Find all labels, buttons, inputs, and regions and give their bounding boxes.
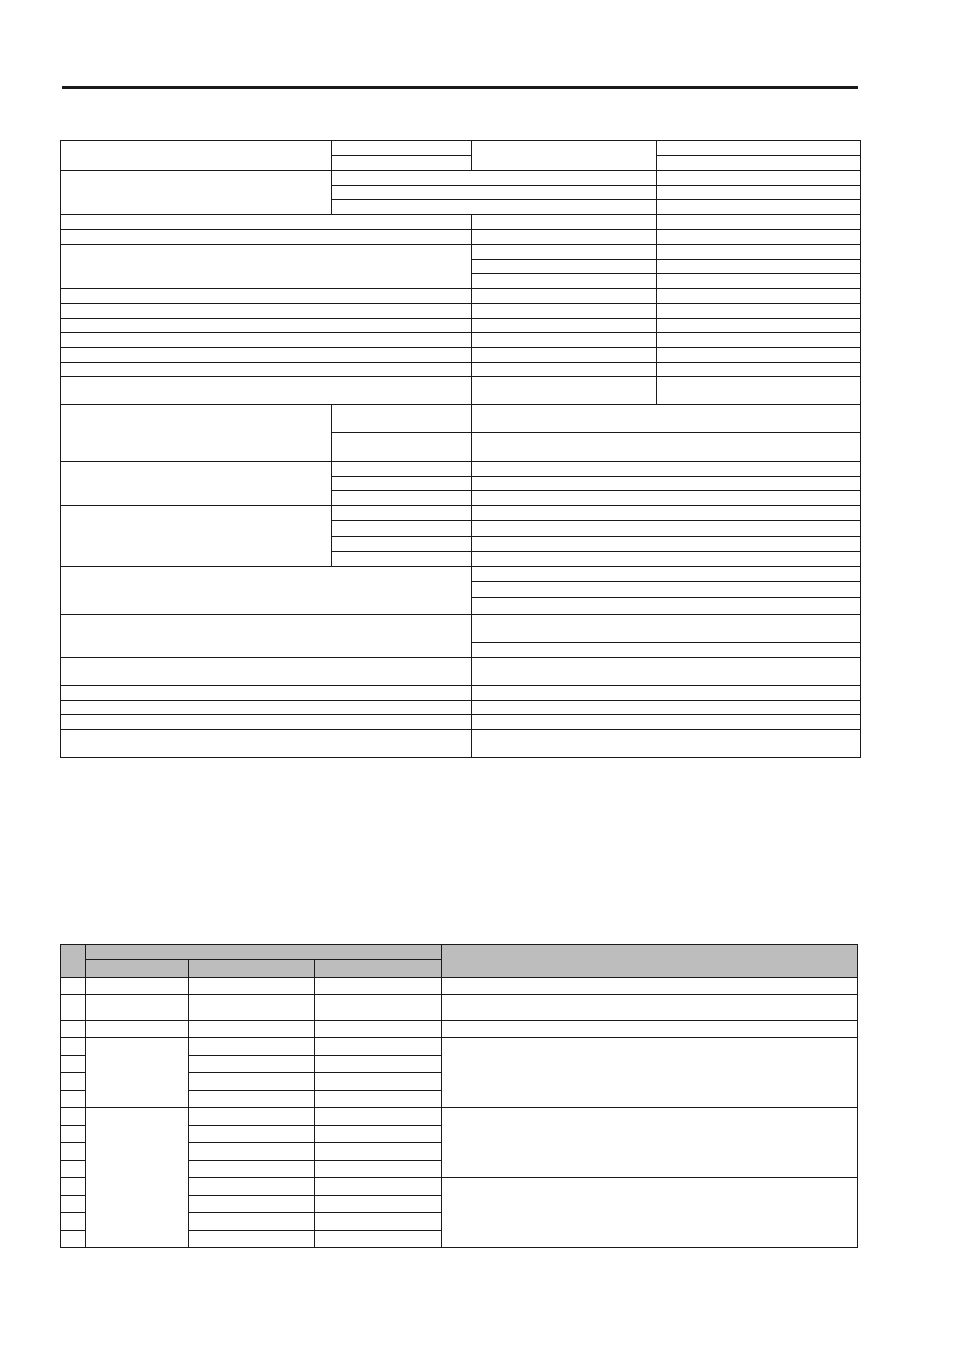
spec-cell: [332, 186, 657, 200]
spec-cell: [61, 363, 472, 377]
code-cell: [189, 1073, 315, 1091]
code-cell: [86, 1038, 189, 1108]
code-table: [60, 944, 858, 1248]
spec-cell: [61, 215, 472, 230]
code-cell: [86, 995, 189, 1021]
code-cell: [189, 1021, 315, 1038]
spec-cell: [657, 171, 861, 186]
spec-cell: [61, 171, 332, 215]
spec-cell: [332, 552, 472, 567]
code-cell: [86, 1021, 189, 1038]
spec-cell: [472, 701, 861, 715]
code-cell: [315, 1126, 442, 1143]
spec-cell: [657, 377, 861, 405]
spec-cell: [657, 245, 861, 260]
header-col1-cell: [86, 960, 189, 978]
spec-cell: [657, 141, 861, 156]
spec-cell: [472, 615, 861, 643]
code-cell: [61, 1213, 86, 1231]
spec-cell: [332, 521, 472, 537]
spec-cell: [657, 319, 861, 333]
spec-cell: [61, 230, 472, 245]
spec-cell: [472, 506, 861, 521]
code-cell: [315, 1196, 442, 1213]
spec-cell: [472, 598, 861, 615]
code-cell: [189, 1213, 315, 1231]
spec-cell: [332, 141, 472, 156]
spec-cell: [657, 363, 861, 377]
code-cell: [315, 1038, 442, 1056]
spec-cell: [657, 289, 861, 304]
spec-cell: [61, 615, 472, 658]
spec-cell: [332, 537, 472, 552]
code-cell: [61, 1108, 86, 1126]
spec-cell: [332, 462, 472, 477]
spec-cell: [61, 405, 332, 462]
code-cell: [61, 1143, 86, 1161]
code-cell: [61, 1231, 86, 1248]
spec-cell: [332, 200, 657, 215]
spec-cell: [472, 245, 657, 260]
code-cell: [61, 1178, 86, 1196]
code-cell: [442, 1038, 858, 1108]
code-cell: [315, 1073, 442, 1091]
header-rule: [62, 86, 858, 89]
spec-cell: [332, 477, 472, 491]
code-cell: [61, 1126, 86, 1143]
spec-cell: [472, 363, 657, 377]
code-cell: [61, 1056, 86, 1073]
spec-cell: [472, 477, 861, 491]
spec-cell: [472, 582, 861, 598]
code-cell: [189, 1091, 315, 1108]
spec-cell: [61, 333, 472, 348]
code-cell: [315, 1091, 442, 1108]
spec-cell: [472, 230, 657, 245]
code-cell: [61, 1021, 86, 1038]
code-cell: [189, 1126, 315, 1143]
spec-cell: [657, 200, 861, 215]
spec-cell: [657, 260, 861, 274]
spec-cell: [472, 333, 657, 348]
spec-cell: [61, 462, 332, 506]
spec-cell: [657, 215, 861, 230]
spec-cell: [332, 405, 472, 433]
header-no-cell: [61, 945, 86, 978]
header-col3-cell: [315, 960, 442, 978]
spec-cell: [472, 433, 861, 462]
code-cell: [61, 995, 86, 1021]
spec-cell: [472, 730, 861, 758]
spec-cell: [472, 274, 657, 289]
spec-cell: [472, 348, 657, 363]
code-cell: [189, 1143, 315, 1161]
code-cell: [315, 995, 442, 1021]
spec-cell: [472, 658, 861, 686]
code-cell: [315, 1231, 442, 1248]
spec-cell: [61, 567, 472, 615]
code-cell: [442, 1021, 858, 1038]
spec-cell: [332, 156, 472, 171]
spec-cell: [657, 304, 861, 319]
code-cell: [189, 995, 315, 1021]
code-cell: [61, 978, 86, 995]
code-cell: [315, 1021, 442, 1038]
code-cell: [61, 1091, 86, 1108]
code-cell: [61, 1161, 86, 1178]
spec-cell: [61, 304, 472, 319]
spec-cell: [61, 245, 472, 289]
spec-cell: [472, 304, 657, 319]
spec-cell: [472, 462, 861, 477]
spec-cell: [61, 658, 472, 686]
spec-cell: [61, 348, 472, 363]
code-cell: [315, 1143, 442, 1161]
spec-cell: [332, 506, 472, 521]
spec-cell: [472, 377, 657, 405]
spec-cell: [657, 348, 861, 363]
spec-cell: [472, 643, 861, 658]
spec-cell: [472, 491, 861, 506]
spec-cell: [657, 156, 861, 171]
specification-table: [60, 140, 861, 758]
spec-cell: [657, 186, 861, 200]
code-cell: [189, 1108, 315, 1126]
spec-cell: [657, 333, 861, 348]
spec-cell: [61, 377, 472, 405]
spec-cell: [332, 171, 657, 186]
spec-cell: [472, 215, 657, 230]
spec-cell: [472, 405, 861, 433]
spec-cell: [61, 506, 332, 567]
code-cell: [315, 1056, 442, 1073]
code-cell: [189, 1161, 315, 1178]
spec-cell: [472, 686, 861, 701]
spec-cell: [472, 521, 861, 537]
spec-cell: [472, 289, 657, 304]
header-group-cell: [86, 945, 442, 960]
code-cell: [189, 1196, 315, 1213]
code-cell: [86, 1108, 189, 1248]
code-cell: [189, 978, 315, 995]
code-cell: [86, 978, 189, 995]
header-col2-cell: [189, 960, 315, 978]
spec-cell: [657, 274, 861, 289]
code-cell: [442, 978, 858, 995]
spec-cell: [332, 491, 472, 506]
spec-cell: [61, 141, 332, 171]
spec-cell: [472, 141, 657, 171]
spec-cell: [61, 686, 472, 701]
code-cell: [442, 1178, 858, 1248]
code-cell: [61, 1196, 86, 1213]
spec-cell: [472, 567, 861, 582]
code-cell: [442, 1108, 858, 1178]
code-cell: [315, 978, 442, 995]
spec-cell: [657, 230, 861, 245]
header-description-cell: [442, 945, 858, 978]
code-cell: [315, 1108, 442, 1126]
code-cell: [442, 995, 858, 1021]
code-cell: [189, 1056, 315, 1073]
spec-cell: [61, 319, 472, 333]
code-cell: [61, 1073, 86, 1091]
code-cell: [315, 1161, 442, 1178]
code-cell: [189, 1231, 315, 1248]
spec-cell: [472, 552, 861, 567]
spec-cell: [472, 260, 657, 274]
spec-cell: [61, 730, 472, 758]
code-cell: [189, 1178, 315, 1196]
spec-cell: [472, 319, 657, 333]
code-cell: [315, 1213, 442, 1231]
spec-cell: [61, 715, 472, 730]
spec-cell: [61, 701, 472, 715]
code-cell: [61, 1038, 86, 1056]
code-cell: [315, 1178, 442, 1196]
spec-cell: [332, 433, 472, 462]
code-cell: [189, 1038, 315, 1056]
spec-cell: [472, 537, 861, 552]
spec-cell: [61, 289, 472, 304]
spec-cell: [472, 715, 861, 730]
